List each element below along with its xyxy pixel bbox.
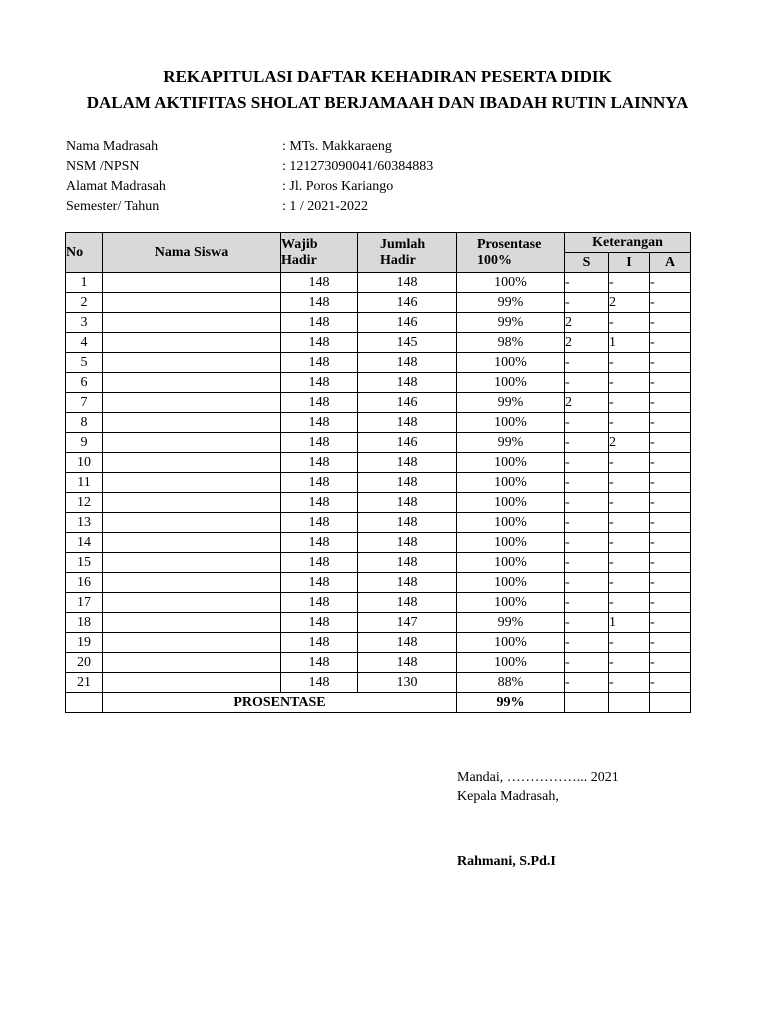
cell-name xyxy=(103,573,281,593)
table-body xyxy=(66,273,691,713)
info-label: Alamat Madrasah xyxy=(66,179,166,194)
cell-no: 15 xyxy=(66,553,103,573)
footer-label: PROSENTASE xyxy=(103,693,457,713)
cell-percent: 99% xyxy=(457,613,565,633)
cell-name xyxy=(103,533,281,553)
cell-a: - xyxy=(650,673,691,693)
table-row xyxy=(66,473,691,493)
cell-s: - xyxy=(565,473,609,493)
cell-a: - xyxy=(650,493,691,513)
cell-percent: 99% xyxy=(457,293,565,313)
cell-i: - xyxy=(609,533,650,553)
cell-present: 148 xyxy=(358,413,457,433)
info-value: : MTs. Makkaraeng xyxy=(282,139,392,154)
cell-percent: 100% xyxy=(457,633,565,653)
cell-percent: 100% xyxy=(457,473,565,493)
cell-percent: 100% xyxy=(457,373,565,393)
footer-empty-cell xyxy=(565,693,609,713)
cell-s: - xyxy=(565,673,609,693)
footer-percent: 99% xyxy=(457,693,565,713)
info-value: : 121273090041/60384883 xyxy=(282,159,434,174)
cell-required: 148 xyxy=(281,673,358,693)
cell-required: 148 xyxy=(281,373,358,393)
cell-a: - xyxy=(650,553,691,573)
cell-no: 2 xyxy=(66,293,103,313)
cell-a: - xyxy=(650,573,691,593)
cell-name xyxy=(103,453,281,473)
cell-required: 148 xyxy=(281,453,358,473)
cell-present: 148 xyxy=(358,553,457,573)
header-present-line1: Jumlah xyxy=(380,236,426,252)
cell-a: - xyxy=(650,273,691,293)
footer-empty-cell xyxy=(66,693,103,713)
cell-percent: 99% xyxy=(457,433,565,453)
cell-percent: 98% xyxy=(457,333,565,353)
cell-i: - xyxy=(609,413,650,433)
cell-percent: 99% xyxy=(457,313,565,333)
cell-percent: 100% xyxy=(457,493,565,513)
cell-percent: 100% xyxy=(457,273,565,293)
info-value: : 1 / 2021-2022 xyxy=(282,199,368,214)
cell-a: - xyxy=(650,433,691,453)
document-title-line2: DALAM AKTIFITAS SHOLAT BERJAMAAH DAN IBADAH RUTIN LAINNYA xyxy=(86,93,689,112)
table-row xyxy=(66,613,691,633)
cell-no: 21 xyxy=(66,673,103,693)
cell-s: - xyxy=(565,653,609,673)
table-row xyxy=(66,573,691,593)
table-row xyxy=(66,373,691,393)
cell-s: - xyxy=(565,633,609,653)
cell-i: - xyxy=(609,653,650,673)
table-row xyxy=(66,433,691,453)
cell-name xyxy=(103,673,281,693)
cell-required: 148 xyxy=(281,513,358,533)
cell-i: - xyxy=(609,673,650,693)
cell-required: 148 xyxy=(281,553,358,573)
cell-s: - xyxy=(565,293,609,313)
header-present-line2: Hadir xyxy=(380,252,416,268)
cell-i: - xyxy=(609,513,650,533)
cell-percent: 100% xyxy=(457,513,565,533)
cell-i: 1 xyxy=(609,333,650,353)
table-row xyxy=(66,293,691,313)
signature-place-date: Mandai, ……………... 2021 xyxy=(457,770,619,785)
cell-i: - xyxy=(609,373,650,393)
header-s: S xyxy=(565,253,609,273)
cell-present: 148 xyxy=(358,633,457,653)
header-required xyxy=(281,233,358,273)
cell-s: - xyxy=(565,573,609,593)
cell-i: - xyxy=(609,573,650,593)
header-required-line1: Wajib xyxy=(281,236,318,252)
header-a: A xyxy=(650,253,691,273)
cell-a: - xyxy=(650,393,691,413)
cell-name xyxy=(103,393,281,413)
cell-a: - xyxy=(650,453,691,473)
cell-present: 148 xyxy=(358,353,457,373)
cell-name xyxy=(103,613,281,633)
cell-percent: 88% xyxy=(457,673,565,693)
cell-percent: 99% xyxy=(457,393,565,413)
cell-i: - xyxy=(609,553,650,573)
cell-no: 12 xyxy=(66,493,103,513)
cell-percent: 100% xyxy=(457,593,565,613)
table-row xyxy=(66,673,691,693)
cell-required: 148 xyxy=(281,473,358,493)
cell-required: 148 xyxy=(281,653,358,673)
cell-a: - xyxy=(650,633,691,653)
cell-required: 148 xyxy=(281,273,358,293)
cell-present: 148 xyxy=(358,573,457,593)
cell-i: 2 xyxy=(609,433,650,453)
cell-required: 148 xyxy=(281,633,358,653)
footer-empty-cell xyxy=(650,693,691,713)
cell-present: 148 xyxy=(358,593,457,613)
table-header xyxy=(66,233,691,273)
cell-percent: 100% xyxy=(457,413,565,433)
cell-name xyxy=(103,353,281,373)
cell-percent: 100% xyxy=(457,353,565,373)
cell-a: - xyxy=(650,313,691,333)
table-row xyxy=(66,413,691,433)
table-footer-row xyxy=(66,693,691,713)
document-title-line1: REKAPITULASI DAFTAR KEHADIRAN PESERTA DIDIK xyxy=(163,67,612,86)
cell-s: - xyxy=(565,433,609,453)
cell-no: 19 xyxy=(66,633,103,653)
cell-name xyxy=(103,333,281,353)
cell-required: 148 xyxy=(281,393,358,413)
cell-name xyxy=(103,473,281,493)
cell-required: 148 xyxy=(281,573,358,593)
cell-a: - xyxy=(650,613,691,633)
cell-required: 148 xyxy=(281,613,358,633)
table-row xyxy=(66,553,691,573)
cell-name xyxy=(103,633,281,653)
cell-s: - xyxy=(565,553,609,573)
header-present xyxy=(358,233,457,273)
cell-a: - xyxy=(650,593,691,613)
cell-present: 148 xyxy=(358,273,457,293)
cell-s: - xyxy=(565,273,609,293)
cell-no: 8 xyxy=(66,413,103,433)
cell-present: 148 xyxy=(358,653,457,673)
cell-a: - xyxy=(650,333,691,353)
cell-no: 6 xyxy=(66,373,103,393)
cell-i: - xyxy=(609,493,650,513)
header-required-line2: Hadir xyxy=(281,252,317,268)
cell-name xyxy=(103,593,281,613)
table-row xyxy=(66,273,691,293)
cell-no: 7 xyxy=(66,393,103,413)
table-row xyxy=(66,393,691,413)
info-label: Nama Madrasah xyxy=(66,139,159,154)
cell-s: - xyxy=(565,373,609,393)
cell-percent: 100% xyxy=(457,453,565,473)
cell-name xyxy=(103,653,281,673)
cell-name xyxy=(103,313,281,333)
cell-i: - xyxy=(609,633,650,653)
table-row xyxy=(66,493,691,513)
cell-required: 148 xyxy=(281,293,358,313)
header-name: Nama Siswa xyxy=(103,233,281,273)
table-row xyxy=(66,533,691,553)
header-percent-line2: 100% xyxy=(477,252,512,268)
cell-present: 148 xyxy=(358,373,457,393)
cell-s: - xyxy=(565,533,609,553)
cell-present: 148 xyxy=(358,473,457,493)
table-row xyxy=(66,593,691,613)
attendance-table xyxy=(65,232,691,713)
signature-role: Kepala Madrasah, xyxy=(457,789,559,804)
cell-s: - xyxy=(565,593,609,613)
footer-empty-cell xyxy=(609,693,650,713)
cell-i: - xyxy=(609,593,650,613)
cell-name xyxy=(103,513,281,533)
cell-name xyxy=(103,433,281,453)
cell-i: - xyxy=(609,473,650,493)
cell-a: - xyxy=(650,353,691,373)
cell-present: 145 xyxy=(358,333,457,353)
cell-percent: 100% xyxy=(457,553,565,573)
cell-present: 148 xyxy=(358,533,457,553)
cell-percent: 100% xyxy=(457,653,565,673)
cell-name xyxy=(103,493,281,513)
header-remarks: Keterangan xyxy=(565,233,691,253)
cell-required: 148 xyxy=(281,353,358,373)
cell-present: 148 xyxy=(358,453,457,473)
cell-i: - xyxy=(609,393,650,413)
cell-no: 14 xyxy=(66,533,103,553)
cell-name xyxy=(103,413,281,433)
cell-i: 2 xyxy=(609,293,650,313)
cell-name xyxy=(103,553,281,573)
header-percent xyxy=(457,233,565,273)
cell-name xyxy=(103,293,281,313)
cell-required: 148 xyxy=(281,533,358,553)
cell-percent: 100% xyxy=(457,533,565,553)
table-row xyxy=(66,633,691,653)
cell-s: - xyxy=(565,453,609,473)
cell-present: 146 xyxy=(358,393,457,413)
cell-no: 17 xyxy=(66,593,103,613)
header-i: I xyxy=(609,253,650,273)
cell-a: - xyxy=(650,513,691,533)
cell-present: 130 xyxy=(358,673,457,693)
cell-s: - xyxy=(565,353,609,373)
cell-present: 147 xyxy=(358,613,457,633)
cell-no: 3 xyxy=(66,313,103,333)
cell-no: 10 xyxy=(66,453,103,473)
cell-s: 2 xyxy=(565,313,609,333)
cell-no: 4 xyxy=(66,333,103,353)
cell-required: 148 xyxy=(281,313,358,333)
cell-present: 146 xyxy=(358,293,457,313)
cell-no: 9 xyxy=(66,433,103,453)
cell-i: - xyxy=(609,453,650,473)
cell-s: - xyxy=(565,413,609,433)
cell-required: 148 xyxy=(281,593,358,613)
cell-no: 16 xyxy=(66,573,103,593)
cell-s: - xyxy=(565,493,609,513)
cell-s: - xyxy=(565,513,609,533)
cell-present: 148 xyxy=(358,493,457,513)
info-label: Semester/ Tahun xyxy=(66,199,160,214)
cell-s: 2 xyxy=(565,333,609,353)
cell-a: - xyxy=(650,653,691,673)
cell-no: 1 xyxy=(66,273,103,293)
cell-required: 148 xyxy=(281,493,358,513)
cell-a: - xyxy=(650,533,691,553)
table-row xyxy=(66,513,691,533)
cell-s: - xyxy=(565,613,609,633)
cell-a: - xyxy=(650,413,691,433)
cell-required: 148 xyxy=(281,333,358,353)
cell-i: - xyxy=(609,313,650,333)
cell-present: 148 xyxy=(358,513,457,533)
cell-a: - xyxy=(650,373,691,393)
cell-s: 2 xyxy=(565,393,609,413)
table-row xyxy=(66,313,691,333)
cell-i: - xyxy=(609,353,650,373)
header-no: No xyxy=(66,233,103,273)
table-row xyxy=(66,453,691,473)
cell-name xyxy=(103,373,281,393)
cell-no: 11 xyxy=(66,473,103,493)
cell-name xyxy=(103,273,281,293)
cell-present: 146 xyxy=(358,433,457,453)
cell-i: 1 xyxy=(609,613,650,633)
cell-percent: 100% xyxy=(457,573,565,593)
cell-required: 148 xyxy=(281,433,358,453)
cell-present: 146 xyxy=(358,313,457,333)
cell-a: - xyxy=(650,293,691,313)
cell-no: 20 xyxy=(66,653,103,673)
cell-i: - xyxy=(609,273,650,293)
cell-no: 13 xyxy=(66,513,103,533)
cell-a: - xyxy=(650,473,691,493)
table-row xyxy=(66,353,691,373)
info-label: NSM /NPSN xyxy=(66,159,140,174)
info-value: : Jl. Poros Kariango xyxy=(282,179,394,194)
signature-name: Rahmani, S.Pd.I xyxy=(457,854,556,869)
cell-no: 5 xyxy=(66,353,103,373)
table-row xyxy=(66,653,691,673)
cell-required: 148 xyxy=(281,413,358,433)
header-percent-line1: Prosentase xyxy=(477,236,542,252)
cell-no: 18 xyxy=(66,613,103,633)
table-row xyxy=(66,333,691,353)
